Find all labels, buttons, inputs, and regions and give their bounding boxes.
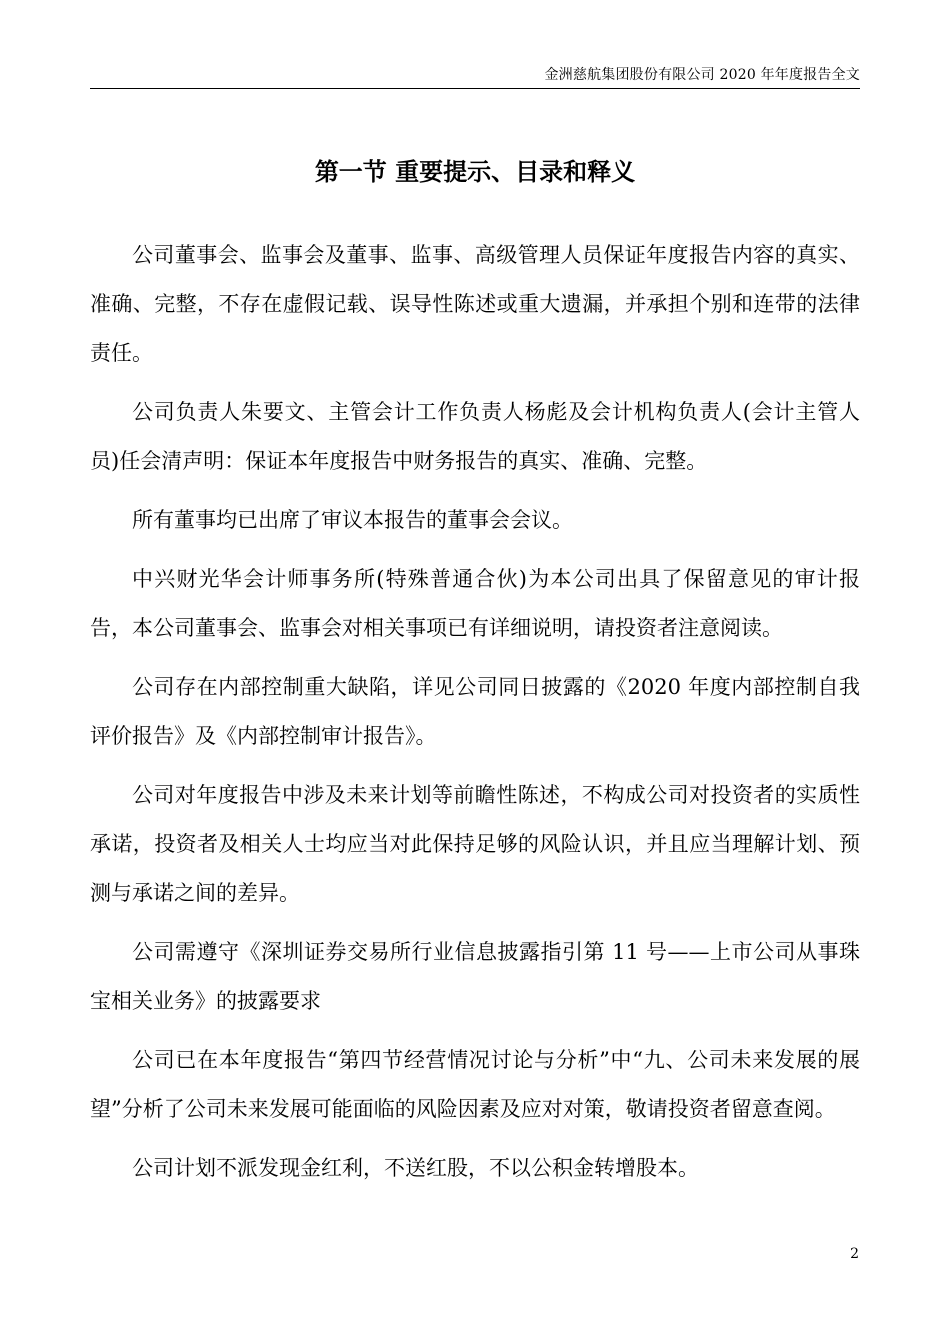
- paragraph-internal-control: 公司存在内部控制重大缺陷，详见公司同日披露的《2020 年度内部控制自我评价报告》及《内部控制审计报告》。: [90, 675, 860, 748]
- notice-body: [90, 231, 860, 1203]
- paragraph-dividend-plan: 公司计划不派发现金红利，不送红股，不以公积金转增股本。: [132, 1156, 699, 1180]
- paragraph-risk-factors: 公司已在本年度报告“第四节经营情况讨论与分析”中“九、公司未来发展的展望”分析了公司未来发展可能面临的风险因素及应对对策，敬请投资者留意查阅。: [90, 1048, 860, 1121]
- running-header: 金洲慈航集团股份有限公司 2020 年年度报告全文: [544, 67, 860, 83]
- paragraph-disclosure-guideline: 公司需遵守《深圳证券交易所行业信息披露指引第 11 号——上市公司从事珠宝相关业务》的披露要求: [90, 940, 860, 1013]
- page-number: 2: [850, 1246, 859, 1262]
- paragraph-forward-looking: 公司对年度报告中涉及未来计划等前瞻性陈述，不构成公司对投资者的实质性承诺，投资者及相关人士均应当对此保持足够的风险认识，并且应当理解计划、预测与承诺之间的差异。: [90, 783, 860, 905]
- paragraph-responsible-persons: 公司负责人朱要文、主管会计工作负责人杨彪及会计机构负责人(会计主管人员)任会清声明：保证本年度报告中财务报告的真实、准确、完整。: [90, 400, 860, 473]
- header-rule: [90, 88, 860, 89]
- paragraph-audit-opinion: 中兴财光华会计师事务所(特殊普通合伙)为本公司出具了保留意见的审计报告，本公司董事会、监事会对相关事项已有详细说明，请投资者注意阅读。: [90, 567, 860, 640]
- section-title: 第一节 重要提示、目录和释义: [314, 157, 636, 186]
- paragraph-board-assurance: 公司董事会、监事会及董事、监事、高级管理人员保证年度报告内容的真实、准确、完整，不存在虚假记载、误导性陈述或重大遗漏，并承担个别和连带的法律责任。: [90, 243, 860, 365]
- paragraph-directors-attendance: 所有董事均已出席了审议本报告的董事会会议。: [132, 508, 573, 532]
